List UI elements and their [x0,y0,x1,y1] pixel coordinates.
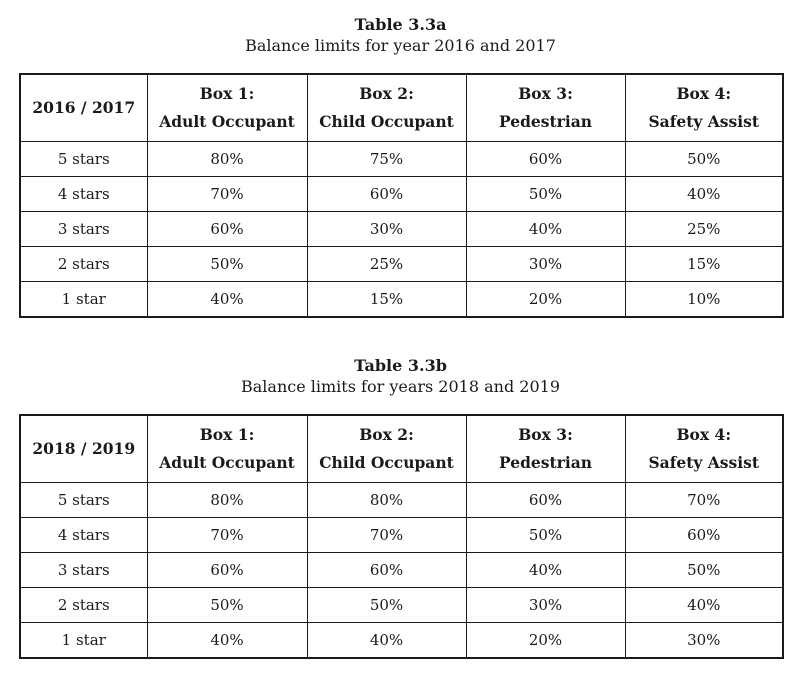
header-box-name: Pedestrian [498,453,593,472]
row-label: 2 stars [20,588,147,623]
table-cell: 75% [307,142,466,177]
row-label: 5 stars [20,142,147,177]
table-header-row [20,415,783,483]
header-box-4 [625,74,783,142]
table-subtitle: Balance limits for year 2016 and 2017 [245,36,556,55]
table-cell: 30% [466,247,625,282]
table-block-3-3b [19,355,782,659]
header-box-name: Safety Assist [648,453,760,472]
table-cell: 70% [147,177,307,212]
table-cell: 60% [307,553,466,588]
table-cell: 20% [466,282,625,318]
header-box-label: Box 2: [359,84,414,103]
table-cell: 20% [466,623,625,659]
balance-limits-table [19,73,784,318]
row-label: 3 stars [20,553,147,588]
table-cell: 40% [466,553,625,588]
table-title: Table 3.3a [354,15,447,34]
table-cell: 60% [466,483,625,518]
table-cell: 70% [625,483,783,518]
table-cell: 80% [147,142,307,177]
table-cell: 60% [307,177,466,212]
table-row [20,212,783,247]
table-cell: 25% [307,247,466,282]
header-box-name: Child Occupant [319,112,454,131]
header-box-name: Pedestrian [498,112,593,131]
table-cell: 30% [307,212,466,247]
table-cell: 80% [307,483,466,518]
row-label: 4 stars [20,177,147,212]
table-cell: 50% [466,518,625,553]
row-label: 4 stars [20,518,147,553]
header-box-1 [147,415,307,483]
header-box-label: Box 2: [359,425,414,444]
table-row [20,247,783,282]
corner-header: 2018 / 2019 [20,415,147,483]
row-label: 3 stars [20,212,147,247]
table-cell: 40% [147,282,307,318]
table-cell: 30% [466,588,625,623]
table-row [20,553,783,588]
table-cell: 15% [307,282,466,318]
table-block-3-3a [19,14,782,318]
table-cell: 10% [625,282,783,318]
table-cell: 50% [625,553,783,588]
table-subtitle: Balance limits for years 2018 and 2019 [241,377,560,396]
row-label: 1 star [20,282,147,318]
table-cell: 60% [147,212,307,247]
table-cell: 50% [466,177,625,212]
table-cell: 60% [625,518,783,553]
header-box-2 [307,415,466,483]
table-cell: 50% [307,588,466,623]
table-cell: 50% [147,588,307,623]
table-cell: 50% [625,142,783,177]
header-box-label: Box 4: [676,425,732,444]
table-cell: 40% [625,177,783,212]
table-cell: 70% [147,518,307,553]
table-row [20,483,783,518]
header-box-2 [307,74,466,142]
header-box-name: Adult Occupant [159,112,295,131]
balance-limits-table [19,414,784,659]
header-box-label: Box 3: [518,425,573,444]
header-box-label: Box 4: [676,84,732,103]
header-box-label: Box 1: [199,84,255,103]
table-row [20,518,783,553]
header-box-1 [147,74,307,142]
table-row [20,177,783,212]
row-label: 1 star [20,623,147,659]
header-box-name: Adult Occupant [159,453,295,472]
table-cell: 40% [307,623,466,659]
header-box-label: Box 1: [199,425,255,444]
header-box-3 [466,74,625,142]
table-row [20,588,783,623]
table-cell: 40% [625,588,783,623]
table-cell: 70% [307,518,466,553]
table-header-row [20,74,783,142]
table-row [20,142,783,177]
header-box-name: Safety Assist [648,112,760,131]
table-cell: 30% [625,623,783,659]
table-caption [19,355,782,414]
table-title: Table 3.3b [354,356,447,375]
table-caption [19,14,782,73]
table-row [20,623,783,659]
table-cell: 60% [147,553,307,588]
header-box-3 [466,415,625,483]
table-cell: 40% [466,212,625,247]
corner-header: 2016 / 2017 [20,74,147,142]
header-box-label: Box 3: [518,84,573,103]
row-label: 5 stars [20,483,147,518]
table-cell: 50% [147,247,307,282]
header-box-4 [625,415,783,483]
row-label: 2 stars [20,247,147,282]
table-cell: 25% [625,212,783,247]
table-cell: 15% [625,247,783,282]
table-cell: 80% [147,483,307,518]
header-box-name: Child Occupant [319,453,454,472]
table-cell: 60% [466,142,625,177]
table-cell: 40% [147,623,307,659]
table-row [20,282,783,318]
